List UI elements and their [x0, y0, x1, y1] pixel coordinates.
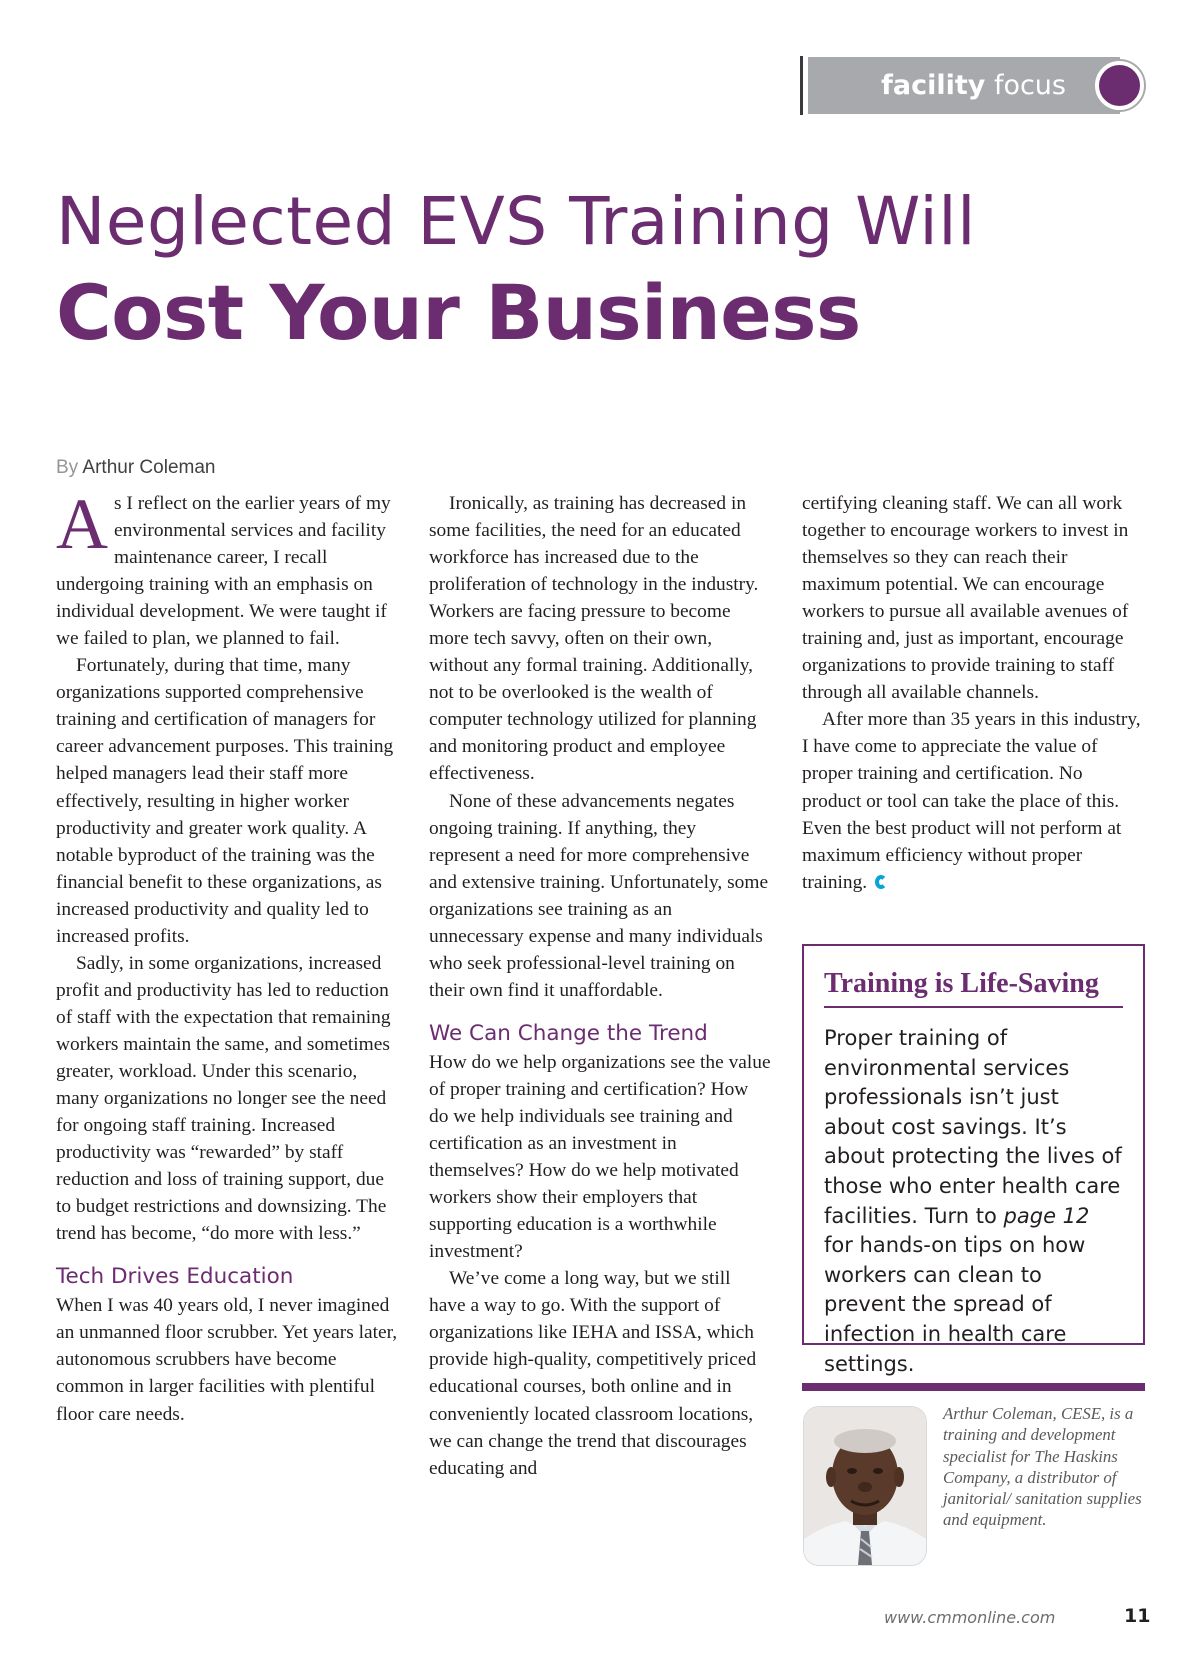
byline-prefix: By: [56, 457, 79, 478]
page-number: 11: [1124, 1605, 1151, 1627]
article-paragraph: [802, 706, 1144, 895]
section-label: [808, 57, 1066, 114]
headline-line-2: Cost Your Business: [56, 268, 861, 357]
c-logo-icon: [875, 875, 887, 889]
bio-text: is a training and development specialist for The Haskins Company, a distributor of janitorial/ sanitation supplies and equipment.: [943, 1404, 1142, 1530]
subheading: We Can Change the Trend: [429, 1020, 708, 1046]
paragraph-text: After more than 35 years in this industry, I have come to appreciate the value of proper training and certification. No product or tool can take the place of this. Even the best product will not perform at maximum efficiency without proper training.: [802, 709, 1141, 893]
author-portrait: [804, 1407, 926, 1565]
author-bio: [943, 1403, 1148, 1531]
header-divider: [800, 56, 803, 115]
byline: [56, 457, 215, 479]
section-label-bold: facility: [881, 70, 986, 101]
paragraph-text: s I reflect on the earlier years of my environmental services and facility maintenance career, I recall undergoing training with an emphasis on individual development. We were taught if we failed to plan, we planned to fail.: [56, 493, 391, 650]
article-paragraph: certifying cleaning staff. We can all work together to encourage workers to invest in themselves so they can reach their maximum potential. We can encourage workers to pursue all available avenues of training and, just as important, encourage organizations to provide training to staff through all available channels.: [802, 493, 1129, 704]
bio-credential: CESE,: [1056, 1404, 1106, 1423]
article-paragraph: When I was 40 years old, I never imagined an unmanned floor scrubber. Yet years later, autonomous scrubbers have become common in larger facilities with plentiful floor care needs.: [56, 1295, 398, 1425]
sidebar-box: [802, 944, 1145, 1376]
author-photo: [803, 1406, 927, 1566]
circle-icon: [1095, 61, 1144, 110]
bio-divider: [802, 1383, 1145, 1391]
bio-name: Arthur Coleman,: [943, 1404, 1057, 1423]
headline-line-1: Neglected EVS Training Will: [56, 183, 976, 260]
page-reference: page 12: [1003, 1203, 1090, 1228]
article-paragraph: Ironically, as training has decreased in some facilities, the need for an educated workforce has increased due to the proliferation of technology in the industry. Workers are facing pressure to become more tech savvy, often on their own, without any formal training. Additionally, not to be overlooked is the wealth of computer technology utilized for planning and monitoring product and employee effectiveness.: [429, 493, 759, 785]
article-column-1: [56, 484, 398, 1428]
article-paragraph: Fortunately, during that time, many organizations supported comprehensive training and certification of managers for career advancement purposes. This training helped managers lead their staff more effectively, resulting in higher worker productivity and greater work quality. A notable byproduct of the training was the financial benefit to these organizations, as increased productivity and quality led to increased profits.: [56, 655, 394, 947]
sidebar-text: for hands-on tips on how workers can clean to prevent the spread of infection in health care settings.: [824, 1233, 1086, 1376]
footer-url[interactable]: www.cmmonline.com: [884, 1608, 1056, 1627]
article-paragraph: Sadly, in some organizations, increased profit and productivity has led to reduction of staff with the expectation that remaining workers maintain the same, and sometimes greater, workload. Under this scenario, many organizations no longer see the need for ongoing staff training. Increased productivity was “rewarded” by staff reduction and loss of training support, due to budget restrictions and downsizing. The trend has become, “do more with less.”: [56, 952, 391, 1245]
article-paragraph: How do we help organizations see the value of proper training and certification? How do we help individuals see training and certification as an investment in themselves? How do we help motivated workers show their employers that supporting education is a worthwhile investment?: [429, 1051, 771, 1263]
article-column-3: [802, 490, 1144, 896]
article-paragraph: [56, 484, 398, 652]
sidebar-title: Training is Life-Saving: [824, 968, 1123, 1008]
section-label-light: focus: [985, 70, 1066, 101]
byline-author: Arthur Coleman: [78, 457, 216, 478]
sidebar-body: [824, 1024, 1123, 1379]
sidebar-text: Proper training of environmental services professionals isn’t just about cost savings. It’s about protecting the lives of those who enter health care facilities. Turn to: [824, 1026, 1122, 1228]
article-paragraph: None of these advancements negates ongoing training. If anything, they represent a need for more comprehensive and extensive training. Unfortunately, some organizations see training as an unnecessary expense and many individuals who seek professional-level training on their own find it unaffordable.: [429, 790, 769, 1001]
article-paragraph: We’ve come a long way, but we still have a way to go. With the support of organizations like IEHA and ISSA, which provide high-quality, competitively priced educational courses, both online and in conveniently located classroom locations, we can change the trend that discourages educating and: [429, 1268, 757, 1479]
subheading: Tech Drives Education: [56, 1264, 294, 1290]
article-column-2: [429, 490, 771, 1482]
drop-cap: A: [56, 484, 108, 564]
